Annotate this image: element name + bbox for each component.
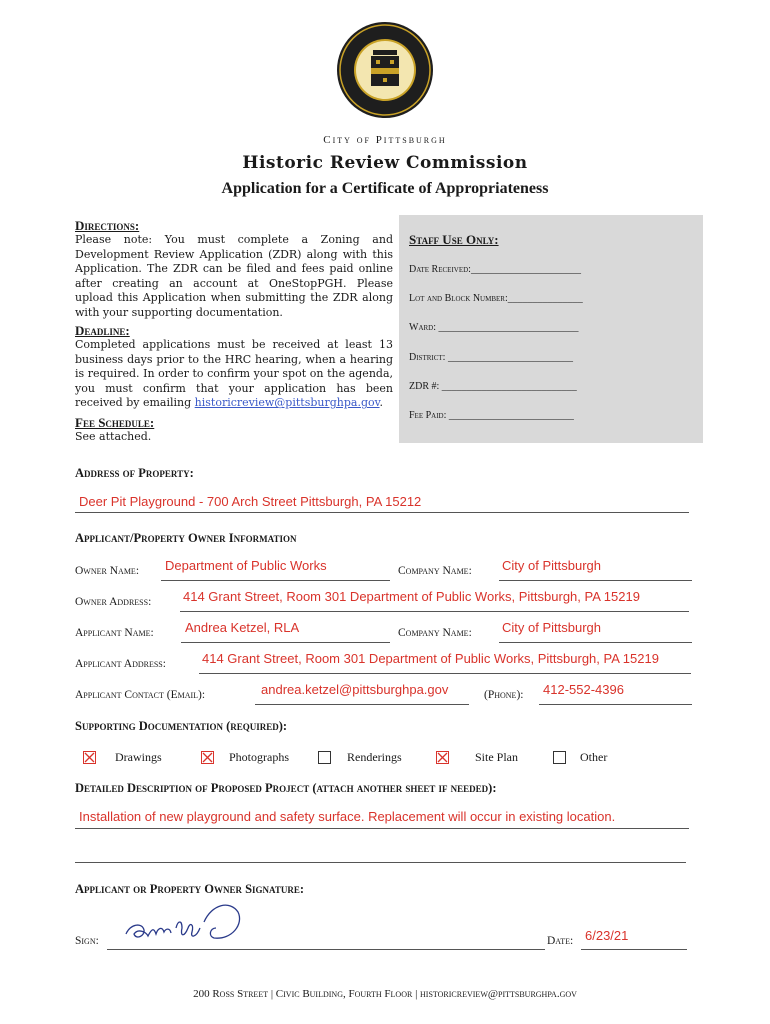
property-address-input[interactable]: Deer Pit Playground - 700 Arch Street Pittsburgh, PA 15212 [79,494,422,509]
deadline-text [75,338,393,411]
drawings-checkbox[interactable] [83,751,96,764]
directions-text: Please note: You must complete a Zoning and Development Review Application (ZDR) along with this Application. The ZDR can be filed and fees paid online after creating an account at OneStopPGH. Please upload this Application when submitting the ZDR along with your supporting documentation. [75,233,393,319]
applicant-name-input[interactable]: Andrea Ketzel, RLA [185,620,300,635]
commission-title: Historic Review Commission [242,153,528,173]
contact-email-label: Applicant Contact (Email): [75,689,206,701]
description-input[interactable]: Installation of new playground and safety surface. Replacement will occur in existing location. [79,809,616,824]
photographs-checkbox[interactable] [201,751,214,764]
deadline-heading: Deadline: [75,323,130,338]
phone-label: (Phone): [484,689,524,701]
city-seal-icon [335,20,435,120]
staff-use-heading: Staff Use Only: [409,232,499,247]
site-plan-checkbox[interactable] [436,751,449,764]
supporting-docs-heading: Supporting Documentation (required): [75,719,288,733]
sign-label: Sign: [75,935,99,947]
fee-paid-field: Fee Paid: _________________________ [409,410,574,421]
footer-address: 200 Ross Street | Civic Building, Fourth Floor | historicreview@pittsburghpa.gov [193,988,577,1000]
city-heading: City of Pittsburgh [323,134,447,146]
owner-address-input[interactable]: 414 Grant Street, Room 301 Department of Public Works, Pittsburgh, PA 15219 [183,589,640,604]
owner-name-input[interactable]: Department of Public Works [165,558,327,573]
applicant-address-input[interactable]: 414 Grant Street, Room 301 Department of Public Works, Pittsburgh, PA 15219 [202,651,659,666]
application-title: Application for a Certificate of Appropriateness [221,180,549,197]
description-line-2 [75,846,686,863]
phone-input[interactable]: 412-552-4396 [543,682,624,697]
applicant-company-input[interactable]: City of Pittsburgh [502,620,601,635]
ward-field: Ward: ____________________________ [409,322,579,333]
other-label: Other [580,750,608,764]
photographs-label: Photographs [229,750,289,764]
owner-address-label: Owner Address: [75,596,152,608]
lot-block-field: Lot and Block Number:_______________ [409,293,583,304]
district-field: District: _________________________ [409,352,573,363]
applicant-info-heading: Applicant/Property Owner Information [75,531,297,545]
drawings-label: Drawings [115,750,162,764]
property-address-heading: Address of Property: [75,466,194,480]
deadline-period: . [379,396,384,410]
description-heading: Detailed Description of Proposed Project (attach another sheet if needed): [75,781,497,795]
other-checkbox[interactable] [553,751,566,764]
date-label: Date: [547,935,574,947]
renderings-checkbox[interactable] [318,751,331,764]
owner-company-input[interactable]: City of Pittsburgh [502,558,601,573]
deadline-body: Completed applications must be received at least 13 business days prior to the HRC hearing, when a hearing is required. In order to confirm your spot on the agenda, you must confirm that your application has been received by emailing [75,338,393,410]
renderings-label: Renderings [347,750,402,764]
owner-name-label: Owner Name: [75,565,140,577]
site-plan-label: Site Plan [475,750,519,764]
zdr-field: ZDR #: ___________________________ [409,381,577,392]
applicant-name-label: Applicant Name: [75,627,154,639]
contact-email-input[interactable]: andrea.ketzel@pittsburghpa.gov [261,682,449,697]
fee-schedule-text: See attached. [75,430,152,443]
applicant-company-label: Company Name: [398,627,472,639]
signature-date-input[interactable]: 6/23/21 [585,928,629,943]
date-received-field: Date Received:______________________ [409,264,581,275]
fee-schedule-heading: Fee Schedule: [75,415,155,430]
signature-image[interactable] [122,898,248,950]
historic-review-email-link[interactable]: historicreview@pittsburghpa.gov [194,396,380,410]
directions-heading: Directions: [75,218,140,233]
signature-heading: Applicant or Property Owner Signature: [75,882,305,896]
applicant-address-label: Applicant Address: [75,658,166,670]
owner-company-label: Company Name: [398,565,472,577]
